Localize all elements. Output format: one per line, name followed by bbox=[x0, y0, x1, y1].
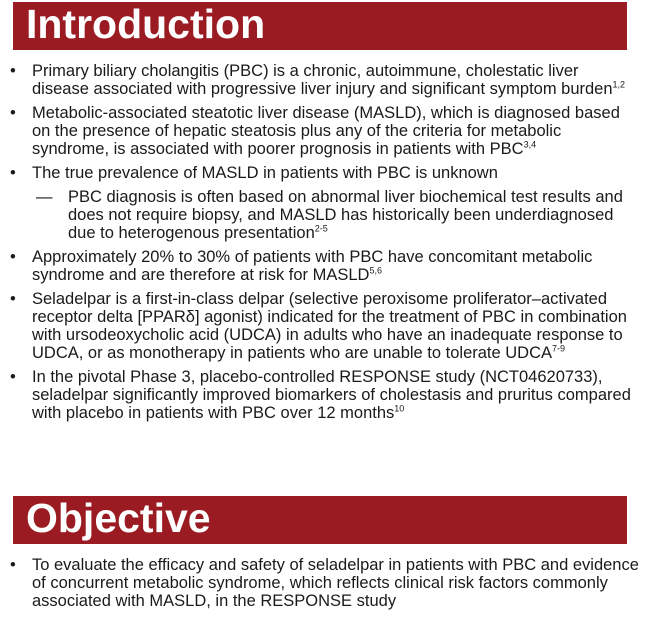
introduction-heading: Introduction bbox=[13, 2, 627, 50]
dash-bullet-icon: — bbox=[36, 188, 53, 206]
item-text: Metabolic-associated steatotic liver disease (MASLD), which is diagnosed based on the presence of hepatic steatosis plus any of the criteria for metabolic syndrome, is associated with poorer prognosis in patients with PBC bbox=[32, 104, 620, 158]
list-item bbox=[0, 248, 653, 284]
list-item bbox=[0, 556, 653, 610]
list-item bbox=[0, 290, 653, 362]
bullet-icon: • bbox=[10, 248, 16, 266]
item-text: Approximately 20% to 30% of patients with PBC have concomitant metabolic syndrome and are therefore at risk for MASLD bbox=[32, 248, 593, 284]
objective-heading: Objective bbox=[13, 496, 627, 544]
list-item bbox=[0, 164, 653, 182]
reference: 3,4 bbox=[523, 139, 537, 150]
item-text: PBC diagnosis is often based on abnormal liver biochemical test results and does not require biopsy, and MASLD has historically been underdiagnosed due to heterogenous presentation bbox=[68, 188, 623, 242]
objective-list bbox=[0, 556, 653, 616]
item-text: Seladelpar is a first-in-class delpar (selective peroxisome proliferator–activated receptor delta [PPARδ] agonist) indicated for the treatment of PBC in combination with ursodeoxycholic acid (UDCA) in adults who have an inadequate response to UDCA, or as monotherapy in patients who are unable to tolerate UDCA bbox=[32, 290, 627, 362]
reference: 10 bbox=[394, 403, 405, 414]
list-item bbox=[0, 368, 653, 422]
bullet-icon: • bbox=[10, 556, 16, 574]
reference: 2-5 bbox=[314, 223, 328, 234]
reference: 5,6 bbox=[369, 265, 382, 276]
item-text: Primary biliary cholangitis (PBC) is a chronic, autoimmune, cholestatic liver disease associated with progressive liver injury and significant symptom burden bbox=[32, 62, 613, 98]
bullet-icon: • bbox=[10, 62, 16, 80]
reference: 1,2 bbox=[612, 79, 626, 90]
item-text: In the pivotal Phase 3, placebo-controlled RESPONSE study (NCT04620733), seladelpar significantly improved biomarkers of cholestasis and pruritus compared with placebo in patients with PBC over 12 months bbox=[32, 368, 631, 422]
bullet-icon: • bbox=[10, 290, 16, 308]
list-item bbox=[0, 62, 653, 98]
bullet-icon: • bbox=[10, 104, 16, 122]
item-text: To evaluate the efficacy and safety of seladelpar in patients with PBC and evidence of concurrent metabolic syndrome, which reflects clinical risk factors commonly associated with MASLD, in the RESPONSE study bbox=[32, 556, 639, 610]
bullet-icon: • bbox=[10, 164, 16, 182]
list-item bbox=[0, 104, 653, 158]
item-text: The true prevalence of MASLD in patients with PBC is unknown bbox=[32, 164, 498, 182]
introduction-list bbox=[0, 62, 653, 428]
sub-list-item bbox=[0, 188, 653, 242]
bullet-icon: • bbox=[10, 368, 16, 386]
reference: 7-9 bbox=[552, 343, 566, 354]
